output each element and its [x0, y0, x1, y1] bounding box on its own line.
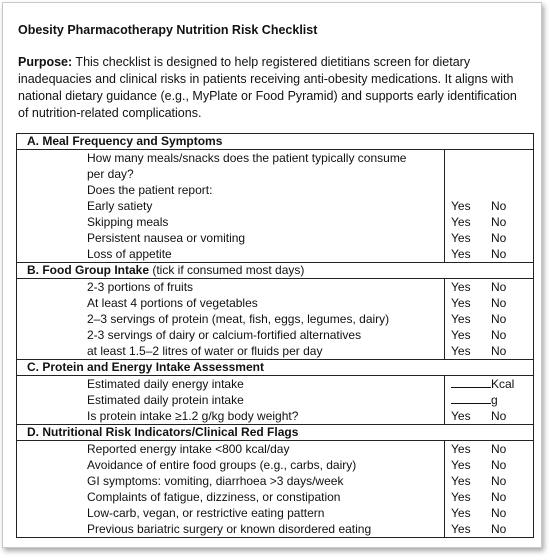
checklist-row [17, 214, 534, 230]
question-text: 2-3 portions of fruits [17, 279, 445, 296]
checklist-row [17, 343, 534, 360]
checklist-row [17, 505, 534, 521]
section-heading: C. Protein and Energy Intake Assessment [27, 360, 264, 374]
question-text: At least 4 portions of vegetables [17, 295, 445, 311]
purpose-paragraph [18, 54, 523, 122]
answer-cell [445, 230, 534, 246]
no-option[interactable]: No [491, 296, 507, 310]
question-text: Early satiety [17, 198, 445, 214]
no-option[interactable]: No [491, 215, 507, 229]
question-text: Previous bariatric surgery or known disordered eating [17, 521, 445, 538]
answer-cell [445, 521, 534, 538]
question-text: Is protein intake ≥1.2 g/kg body weight? [17, 408, 445, 425]
answer-cell [445, 392, 534, 408]
answer-cell [445, 441, 534, 458]
no-option[interactable]: No [491, 247, 507, 261]
checklist-row [17, 230, 534, 246]
checklist-row [17, 150, 534, 167]
section-heading: B. Food Group Intake [27, 263, 149, 277]
answer-cell [445, 198, 534, 214]
section-heading-cell [17, 425, 534, 441]
question-text: Does the patient report: [17, 182, 445, 198]
no-option[interactable]: No [491, 522, 507, 536]
answer-cell [445, 489, 534, 505]
yes-option[interactable]: Yes [451, 280, 471, 294]
no-option[interactable]: No [491, 328, 507, 342]
yes-option[interactable]: Yes [451, 328, 471, 342]
checklist-row [17, 279, 534, 296]
yes-option[interactable]: Yes [451, 344, 471, 358]
answer-cell [445, 473, 534, 489]
yes-option[interactable]: Yes [451, 506, 471, 520]
answer-cell [445, 408, 534, 425]
answer-cell [445, 279, 534, 296]
question-text: Skipping meals [17, 214, 445, 230]
checklist-row [17, 182, 534, 198]
question-text: Estimated daily protein intake [17, 392, 445, 408]
yes-option[interactable]: Yes [451, 458, 471, 472]
purpose-label: Purpose: [18, 55, 73, 69]
checklist-row [17, 521, 534, 538]
no-option[interactable]: No [491, 231, 507, 245]
answer-cell [445, 343, 534, 360]
question-text: per day? [17, 166, 445, 182]
question-text: How many meals/snacks does the patient typically consume [17, 150, 445, 167]
page-title: Obesity Pharmacotherapy Nutrition Risk Checklist [18, 23, 318, 37]
section-note: (tick if consumed most days) [149, 263, 305, 277]
answer-cell [445, 214, 534, 230]
fill-in-line[interactable] [451, 376, 491, 388]
yes-option[interactable]: Yes [451, 296, 471, 310]
no-option[interactable]: No [491, 409, 507, 423]
checklist-row [17, 295, 534, 311]
checklist-body [17, 134, 534, 538]
section-heading: D. Nutritional Risk Indicators/Clinical Red Flags [27, 425, 299, 439]
question-text: Loss of appetite [17, 246, 445, 263]
section-header [17, 425, 534, 441]
section-header [17, 263, 534, 279]
no-option[interactable]: No [491, 490, 507, 504]
section-heading-cell [17, 134, 534, 150]
checklist-row [17, 166, 534, 182]
question-text: Reported energy intake <800 kcal/day [17, 441, 445, 458]
question-text: at least 1.5–2 litres of water or fluids per day [17, 343, 445, 360]
section-heading-cell [17, 360, 534, 376]
section-heading-cell [17, 263, 534, 279]
section-heading: A. Meal Frequency and Symptoms [27, 134, 223, 148]
checklist-row [17, 473, 534, 489]
question-text: Estimated daily energy intake [17, 376, 445, 393]
section-header [17, 360, 534, 376]
yes-option[interactable]: Yes [451, 247, 471, 261]
no-option[interactable]: No [491, 458, 507, 472]
answer-cell [445, 327, 534, 343]
answer-cell [445, 246, 534, 263]
question-text: 2-3 servings of dairy or calcium-fortified alternatives [17, 327, 445, 343]
question-text: 2–3 servings of protein (meat, fish, eggs, legumes, dairy) [17, 311, 445, 327]
no-option[interactable]: No [491, 442, 507, 456]
unit-label: Kcal [491, 377, 515, 391]
fill-in-field[interactable] [445, 376, 514, 392]
yes-option[interactable]: Yes [451, 199, 471, 213]
section-header [17, 134, 534, 150]
yes-option[interactable]: Yes [451, 522, 471, 536]
purpose-text: This checklist is designed to help registered dietitians screen for dietary inadequacies and clinical risks in patients receiving anti-obesity medications. It aligns with national dietary guidance (e.g., MyPlate or Food Pyramid) and supports early identification of nutrition-related complications. [18, 55, 517, 120]
yes-option[interactable]: Yes [451, 215, 471, 229]
yes-option[interactable]: Yes [451, 409, 471, 423]
checklist-row [17, 408, 534, 425]
yes-option[interactable]: Yes [451, 474, 471, 488]
yes-option[interactable]: Yes [451, 231, 471, 245]
no-option[interactable]: No [491, 474, 507, 488]
answer-cell [445, 150, 534, 167]
checklist-row [17, 392, 534, 408]
no-option[interactable]: No [491, 344, 507, 358]
question-text: Low-carb, vegan, or restrictive eating pattern [17, 505, 445, 521]
answer-cell [445, 376, 534, 393]
yes-option[interactable]: Yes [451, 312, 471, 326]
checklist-row [17, 457, 534, 473]
question-text: GI symptoms: vomiting, diarrhoea >3 days/week [17, 473, 445, 489]
unit-label: g [491, 393, 498, 407]
no-option[interactable]: No [491, 506, 507, 520]
checklist-row [17, 311, 534, 327]
yes-option[interactable]: Yes [451, 442, 471, 456]
answer-cell [445, 182, 534, 198]
question-text: Avoidance of entire food groups (e.g., carbs, dairy) [17, 457, 445, 473]
question-text: Persistent nausea or vomiting [17, 230, 445, 246]
no-option[interactable]: No [491, 312, 507, 326]
checklist-table [16, 133, 534, 538]
checklist-row [17, 198, 534, 214]
checklist-row [17, 376, 534, 393]
answer-cell [445, 311, 534, 327]
answer-cell [445, 295, 534, 311]
fill-in-line[interactable] [451, 392, 491, 404]
fill-in-field[interactable] [445, 392, 498, 408]
question-text: Complaints of fatigue, dizziness, or constipation [17, 489, 445, 505]
answer-cell [445, 457, 534, 473]
checklist-row [17, 327, 534, 343]
answer-cell [445, 505, 534, 521]
no-option[interactable]: No [491, 199, 507, 213]
no-option[interactable]: No [491, 280, 507, 294]
checklist-row [17, 246, 534, 263]
checklist-row [17, 441, 534, 458]
yes-option[interactable]: Yes [451, 490, 471, 504]
checklist-row [17, 489, 534, 505]
answer-cell [445, 166, 534, 182]
